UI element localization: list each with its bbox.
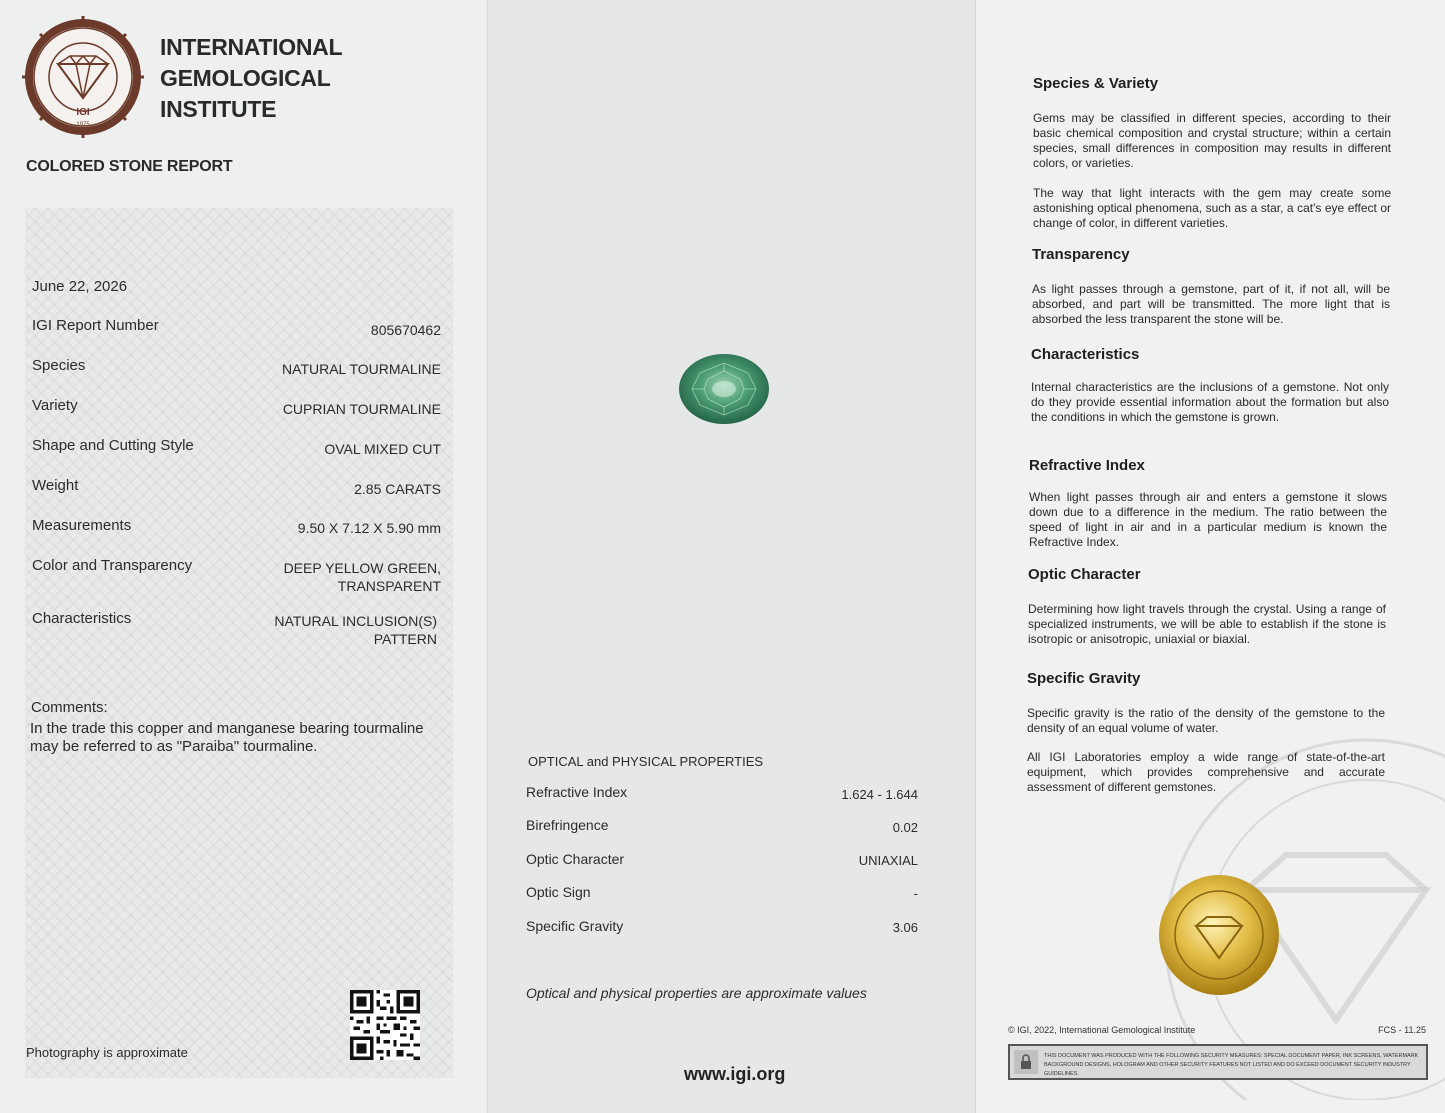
optical-value-optic-character: UNIAXIAL <box>858 853 918 868</box>
qr-code[interactable] <box>350 990 420 1060</box>
security-notice-text: THIS DOCUMENT WAS PRODUCED WITH THE FOLLOWING SECURITY MEASURES: SPECIAL DOCUMENT PAPER, INK SCREENS, WATERMARK BACKGROUND DESIGNS, HOLOGRAM AND OTHER SECURITY FEATURES NOT LISTED AND DO EXCEED DOCUMENT SECURITY INDUSTRY GUIDELINES. <box>1044 1053 1419 1077</box>
igi-seal-logo <box>22 16 144 138</box>
photography-note: Photography is approximate <box>26 1045 188 1060</box>
optical-value-birefringence: 0.02 <box>892 820 918 835</box>
website-link[interactable]: www.igi.org <box>684 1064 786 1084</box>
field-label-characteristics: Characteristics <box>32 610 132 627</box>
glossary-text-refractive-index: When light passes through air and enters a gemstone it slows down due to a difference in the medium. The ratio between the speed of light in air and in a particular medium is known the Refractive Index. <box>1029 490 1387 549</box>
glossary-title-refractive-index: Refractive Index <box>1029 457 1145 474</box>
glossary-title-characteristics: Characteristics <box>1031 346 1140 363</box>
glossary-text-characteristics: Internal characteristics are the inclusions of a gemstone. Not only do they provide essential information about the formation but also the conditions in which the gemstone is grown. <box>1031 380 1389 424</box>
optical-value-refractive-index: 1.624 - 1.644 <box>841 787 918 802</box>
field-label-measurements: Measurements <box>32 517 132 534</box>
glossary-title-transparency: Transparency <box>1032 246 1130 263</box>
properties-panel <box>487 0 976 1113</box>
gold-hologram-seal <box>1156 872 1282 998</box>
optical-label-optic-character: Optic Character <box>526 851 625 867</box>
optical-approx-note: Optical and physical properties are approximate values <box>526 985 867 1001</box>
gemstone-photo <box>678 353 770 425</box>
glossary-panel <box>975 0 1445 1113</box>
svg-text:IGI: IGI <box>76 107 90 118</box>
optical-label-refractive-index: Refractive Index <box>526 784 628 800</box>
field-value-characteristics: NATURAL INCLUSION(S) PATTERN <box>274 613 437 647</box>
field-value-species: NATURAL TOURMALINE <box>282 361 441 377</box>
field-label-shape: Shape and Cutting Style <box>32 437 194 454</box>
copyright-text: © IGI, 2022, International Gemological Institute <box>1008 1025 1196 1035</box>
optical-label-optic-sign: Optic Sign <box>526 884 591 900</box>
optical-label-specific-gravity: Specific Gravity <box>526 918 624 934</box>
report-title: COLORED STONE REPORT <box>26 158 233 175</box>
optical-label-birefringence: Birefringence <box>526 817 609 833</box>
glossary-text-species-2: The way that light interacts with the gem may create some astonishing optical phenomena, such as a star, a cat's eye effect or change of color, in different varieties. <box>1033 186 1391 230</box>
field-label-variety: Variety <box>32 397 78 414</box>
field-label-report-number: IGI Report Number <box>32 317 159 334</box>
glossary-text-specific-gravity-1: Specific gravity is the ratio of the density of the gemstone to the density of an equal volume of water. <box>1027 706 1385 735</box>
field-value-report-number: 805670462 <box>370 322 441 338</box>
lock-icon <box>1014 1050 1038 1074</box>
form-code: FCS - 11.25 <box>1378 1025 1426 1035</box>
field-value-color: DEEP YELLOW GREEN, TRANSPARENT <box>283 560 441 594</box>
glossary-title-specific-gravity: Specific Gravity <box>1027 670 1141 687</box>
field-value-variety: CUPRIAN TOURMALINE <box>282 401 441 417</box>
svg-text:1975: 1975 <box>76 122 90 128</box>
comments-text: In the trade this copper and manganese bearing tourmaline may be referred to as "Paraiba" tourmaline. <box>30 720 424 755</box>
field-value-weight: 2.85 CARATS <box>354 481 441 497</box>
glossary-text-species-1: Gems may be classified in different species, according to their basic chemical composition and crystal structure; within a certain species, small differences in composition may results in different colors, or varieties. <box>1033 111 1391 170</box>
security-notice <box>1008 1044 1428 1080</box>
optical-value-optic-sign: - <box>913 886 918 901</box>
glossary-title-optic-character: Optic Character <box>1028 566 1141 583</box>
field-label-weight: Weight <box>32 477 79 494</box>
glossary-title-species: Species & Variety <box>1033 75 1159 92</box>
field-value-measurements: 9.50 X 7.12 X 5.90 mm <box>297 520 441 536</box>
report-panel <box>0 0 487 1113</box>
glossary-text-optic-character: Determining how light travels through the crystal. Using a range of specialized instruments, we will be able to establish if the stone is isotropic or anisotropic, uniaxial or biaxial. <box>1028 602 1386 646</box>
field-label-color: Color and Transparency <box>32 557 193 574</box>
field-value-shape: OVAL MIXED CUT <box>324 441 441 457</box>
optical-value-specific-gravity: 3.06 <box>892 920 918 935</box>
optical-properties-title: OPTICAL and PHYSICAL PROPERTIES <box>528 754 764 769</box>
institute-name: INTERNATIONAL GEMOLOGICAL INSTITUTE <box>160 34 343 122</box>
report-date: June 22, 2026 <box>32 278 128 295</box>
glossary-text-transparency: As light passes through a gemstone, part of it, if not all, will be absorbed, and part will be transmitted. The more light that is absorbed the less transparent the stone will be. <box>1032 282 1390 326</box>
field-label-species: Species <box>32 357 86 374</box>
comments-title: Comments: <box>31 699 108 716</box>
glossary-text-specific-gravity-2: All IGI Laboratories employ a wide range of state-of-the-art equipment, which provides comprehensive and accurate assessment of different gemstones. <box>1027 750 1385 794</box>
